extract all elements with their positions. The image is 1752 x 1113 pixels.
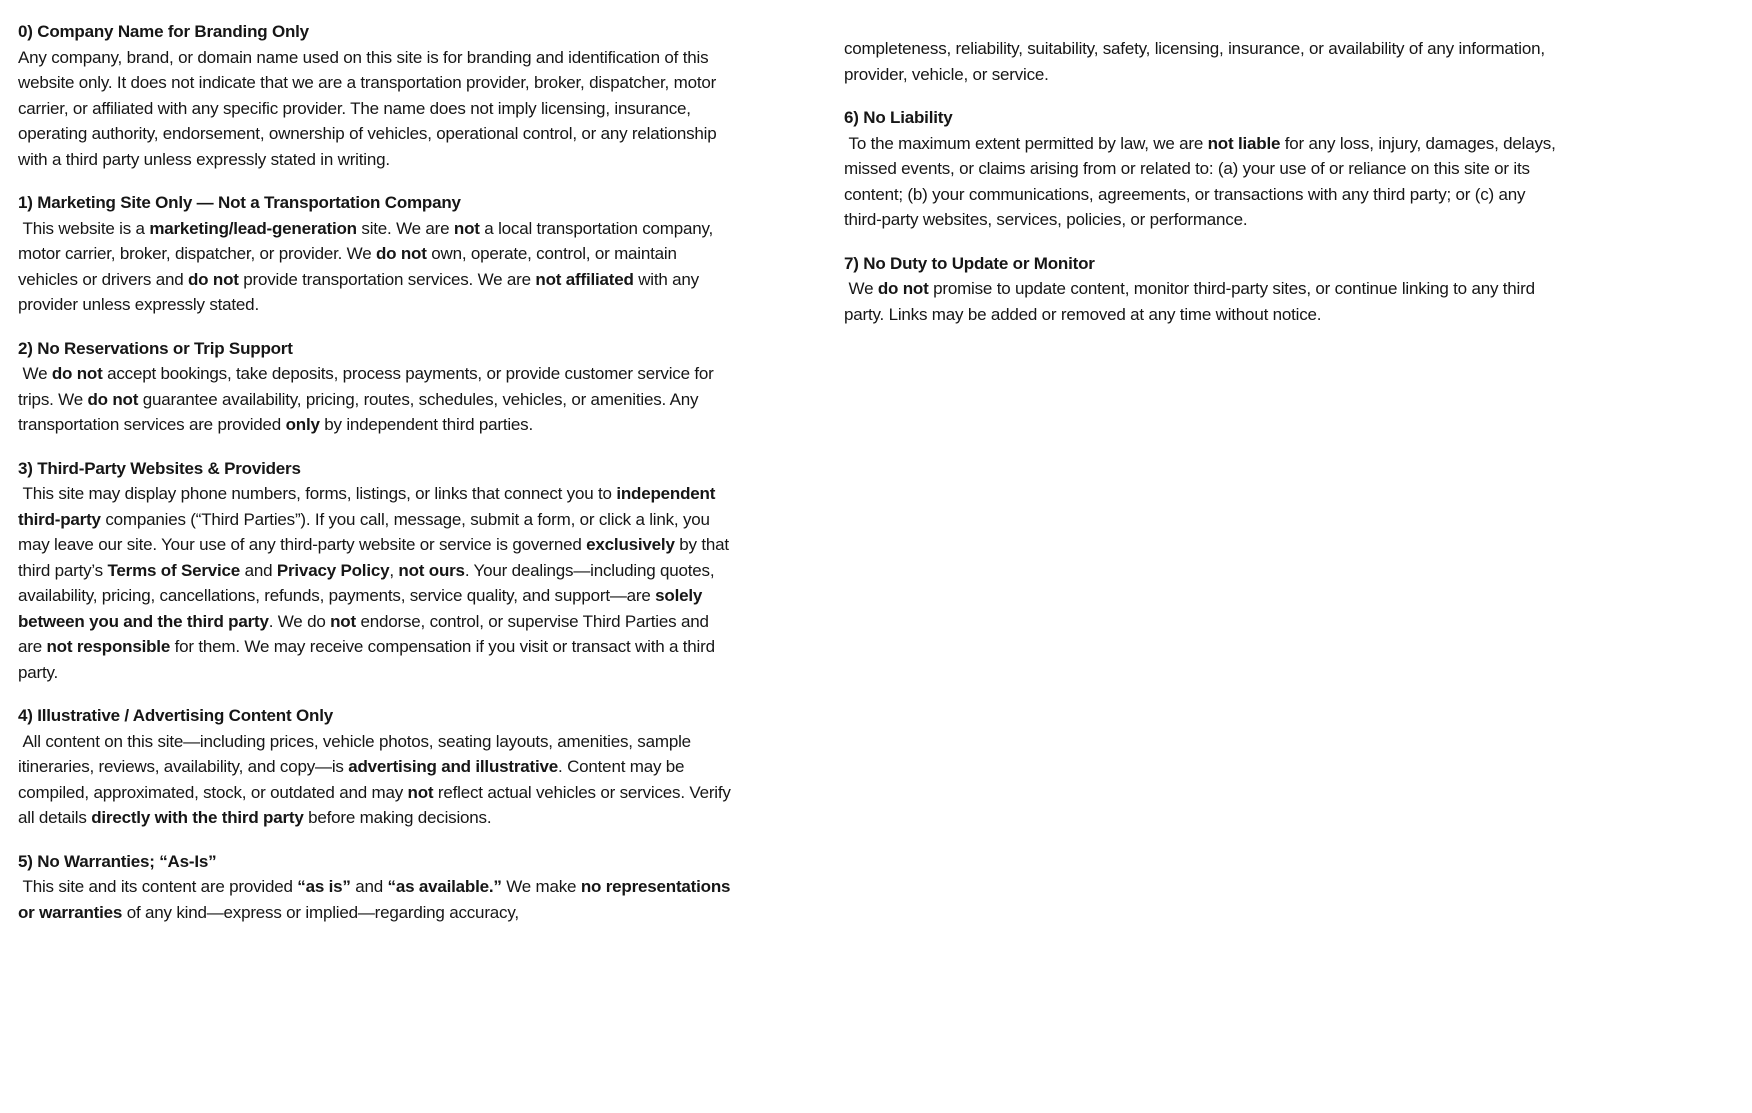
text: for any loss, injury, damages, delays, missed events, or claims arising from or related to: (a) your use of or reliance on this site or its content; (b) your communications, agreements, or transactions with any third party; or (c) any third-party websites, services, policies, or performance. (844, 133, 1561, 229)
text: for them. We may receive compensation if you visit or transact with a third party. (18, 637, 720, 682)
bold-text: not (330, 611, 356, 631)
section-heading: 2) No Reservations or Trip Support (18, 338, 293, 358)
text: All content on this site—including prices, vehicle photos, seating layouts, amenities, sample itineraries, reviews, availability, and copy—is (18, 731, 696, 776)
text: companies (“Third Parties”). If you call, message, submit a form, or click a link, you may leave our site. Your use of any third-party website or service is governed (18, 509, 715, 554)
bold-text: directly with the third party (91, 808, 304, 827)
section-body (18, 216, 734, 318)
text: promise to update content, monitor third-party sites, or continue linking to any third party. Links may be added or removed at any time without notice. (844, 279, 1540, 324)
section-continuation (844, 36, 1560, 87)
text: To the maximum extent permitted by law, we are (844, 133, 1208, 153)
section (18, 19, 734, 172)
section (18, 190, 734, 318)
column-left (18, 19, 734, 925)
text: This site and its content are provided (18, 877, 298, 896)
section-heading: 4) Illustrative / Advertising Content Only (18, 706, 333, 725)
text: endorse, control, or supervise Third Parties and are (18, 611, 714, 656)
bold-text: advertising and illustrative (348, 757, 559, 776)
text: site. We are (356, 218, 454, 238)
bold-text: no representations or warranties (18, 877, 735, 922)
bold-text: do not (877, 279, 929, 298)
section-heading: 5) No Warranties; “As-Is” (18, 851, 217, 871)
bold-text: not liable (1207, 133, 1281, 153)
section (18, 456, 734, 686)
text: of any kind—express or implied—regarding accuracy, (122, 902, 519, 922)
section (18, 703, 734, 831)
text: We (844, 279, 878, 298)
section-body (18, 481, 734, 685)
text: by that third party’s (18, 535, 734, 580)
text: We (18, 364, 52, 383)
section-heading: 1) Marketing Site Only — Not a Transportation Company (18, 193, 461, 212)
text: with any provider unless expressly stated. (18, 269, 704, 314)
bold-text: not responsible (46, 637, 171, 656)
bold-text: Privacy Policy (276, 560, 390, 580)
bold-text: do not (375, 244, 427, 263)
section-body (844, 36, 1560, 87)
bold-text: do not (188, 269, 239, 289)
bold-text: do not (87, 389, 139, 409)
section (18, 849, 734, 926)
bold-text: not (407, 782, 434, 802)
section-heading: 7) No Duty to Update or Monitor (844, 253, 1095, 273)
section-heading: 0) Company Name for Branding Only (18, 22, 309, 41)
bold-text: “as available.” (387, 877, 502, 896)
bold-text: marketing/lead-generation (149, 218, 357, 238)
bold-text: “as is” (297, 877, 351, 896)
text: a local transportation company, motor carrier, broker, dispatcher, or provider. We (18, 218, 718, 263)
section-body (18, 361, 734, 438)
bold-text: not affiliated (535, 269, 634, 289)
section-body (18, 729, 734, 831)
bold-text: independent third-party (18, 484, 720, 529)
text: by independent third parties. (319, 415, 533, 434)
section-body (18, 874, 734, 925)
text: . We do (268, 611, 331, 631)
section (844, 105, 1560, 233)
text: We make (501, 877, 581, 896)
bold-text: solely between you and the third party (18, 586, 707, 631)
text: . Content may be compiled, approximated, stock, or outdated and may (18, 757, 689, 802)
text: reflect actual vehicles or services. Verify all details (18, 782, 736, 827)
text: This site may display phone numbers, forms, listings, or links that connect you to (18, 484, 617, 503)
section (844, 251, 1560, 328)
section-heading: 3) Third-Party Websites & Providers (18, 458, 301, 478)
section (18, 336, 734, 438)
text: provide transportation services. We are (238, 269, 536, 289)
bold-text: not ours (398, 560, 465, 580)
bold-text: Terms of Service (107, 560, 241, 580)
text: , (389, 560, 399, 580)
text: own, operate, control, or maintain vehicles or drivers and (18, 244, 682, 289)
text: accept bookings, take deposits, process payments, or provide customer service for trips. We (18, 364, 719, 409)
section-heading: 6) No Liability (844, 108, 953, 127)
text: completeness, reliability, suitability, safety, licensing, insurance, or availability of any information, provider, vehicle, or service. (844, 39, 1550, 84)
section-body (844, 276, 1560, 327)
text: and (240, 560, 277, 580)
bold-text: exclusively (586, 535, 675, 554)
column-right (844, 19, 1560, 327)
text: and (350, 877, 388, 896)
text: Any company, brand, or domain name used on this site is for branding and identification of this website only. It does not indicate that we are a transportation provider, broker, dispatcher, motor carrier, or affiliated with any specific provider. The name does not imply licensing, insurance, operating authority, endorsement, ownership of vehicles, operational control, or any relationship with a third party unless expressly stated in writing. (18, 47, 722, 169)
bold-text: only (285, 415, 320, 434)
text: This website is a (18, 218, 150, 238)
text: guarantee availability, pricing, routes, schedules, vehicles, or amenities. Any transportation services are provided (18, 389, 703, 434)
bold-text: do not (51, 364, 103, 383)
text: before making decisions. (303, 808, 492, 827)
bold-text: not (453, 218, 480, 238)
section-body (844, 131, 1560, 233)
text: . Your dealings—including quotes, availability, pricing, cancellations, refunds, payments, service quality, and support—are (18, 560, 719, 605)
section-body (18, 45, 734, 173)
